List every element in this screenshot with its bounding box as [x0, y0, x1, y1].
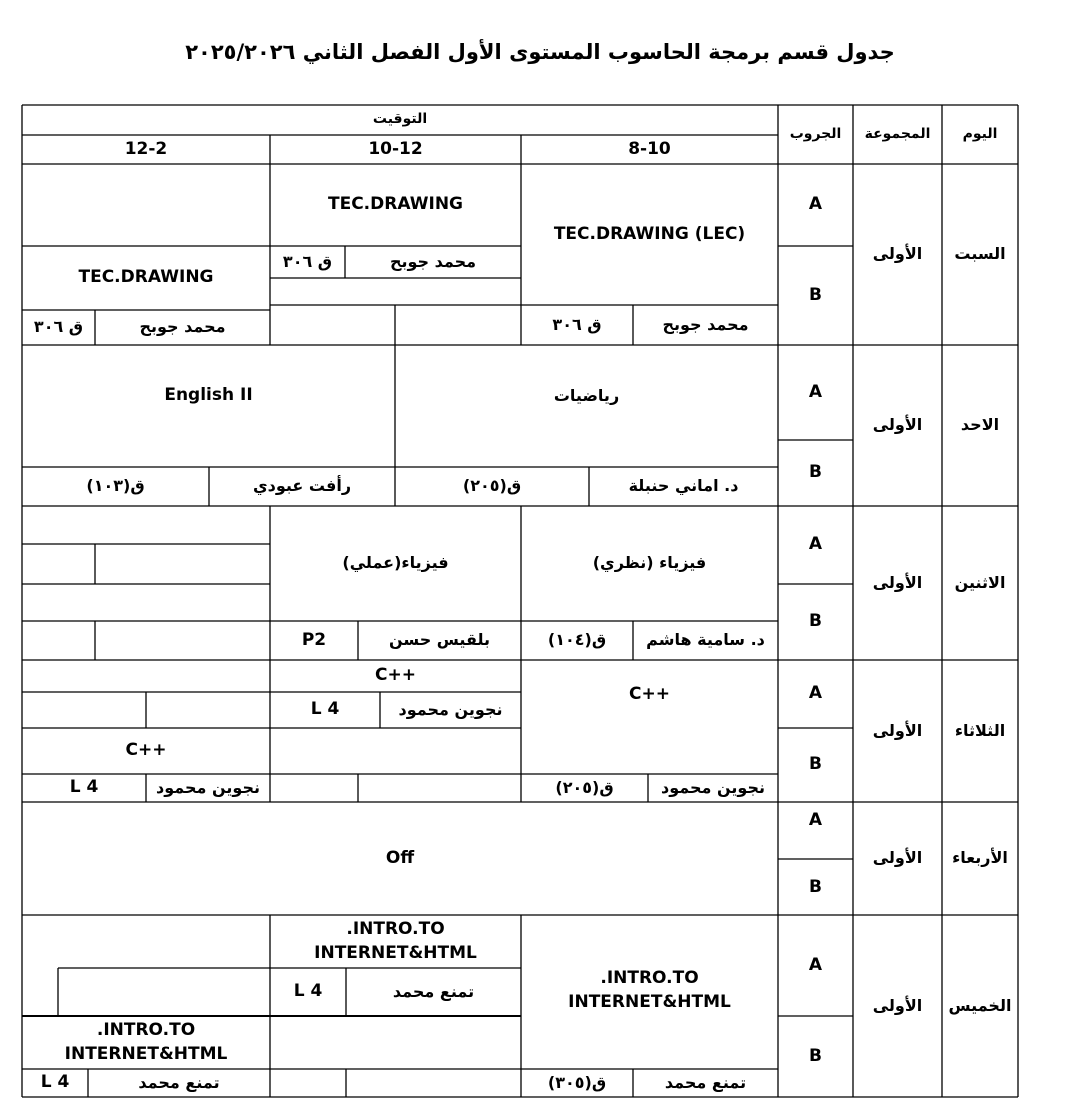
group-thursday: الأولى — [872, 995, 923, 1015]
section-a: A — [808, 534, 823, 555]
instructor-cell: محمد جوبح — [662, 314, 749, 334]
instructor-cell: د. اماني حنبلة — [628, 476, 739, 496]
course-cell: رياضيات — [553, 385, 620, 405]
day-thursday: الخميس — [948, 995, 1012, 1015]
room-cell: ق ٣٠٦ — [33, 317, 84, 337]
off-cell: Off — [385, 847, 415, 868]
section-b: B — [809, 284, 822, 305]
section-b: B — [809, 462, 822, 483]
page-title: جدول قسم برمجة الحاسوب المستوى الأول الفصل الثاني ٢٠٢٥/٢٠٢٦ — [185, 40, 895, 64]
course-cell: TEC.DRAWING — [328, 194, 463, 215]
header-slot-12-2: 12-2 — [124, 138, 168, 159]
instructor-cell: رأفت عبودي — [252, 476, 352, 496]
room-cell: ق ٣٠٦ — [282, 251, 333, 271]
section-b: B — [809, 611, 822, 632]
course-cell: C++ — [125, 740, 167, 761]
section-b: B — [809, 754, 822, 775]
instructor-cell: محمد جوبح — [139, 317, 226, 337]
course-cell: فيزياء(عملي) — [342, 553, 449, 573]
section-a: A — [808, 954, 823, 975]
group-wednesday: الأولى — [872, 848, 923, 868]
section-a: A — [808, 381, 823, 402]
room-cell: ق(١٠٤) — [547, 630, 607, 650]
room-cell: ق(٢٠٥) — [555, 777, 614, 797]
instructor-cell: نجوين محمود — [156, 777, 260, 797]
header-slot-10-12: 10-12 — [368, 138, 423, 159]
instructor-cell: تمنع محمد — [138, 1072, 220, 1092]
course-cell: C++ — [629, 684, 670, 705]
course-cell: .INTRO.TO INTERNET&HTML — [314, 918, 477, 963]
room-cell: L 4 — [69, 777, 99, 798]
section-b: B — [809, 877, 822, 898]
course-cell: TEC.DRAWING — [78, 267, 214, 288]
instructor-cell: بلقيس حسن — [389, 630, 490, 650]
group-tuesday: الأولى — [872, 720, 923, 740]
day-tuesday: الثلاثاء — [954, 720, 1006, 740]
section-a: A — [808, 810, 823, 831]
header-group: المجموعة — [864, 125, 931, 142]
course-cell: TEC.DRAWING (LEC) — [553, 223, 746, 244]
day-wednesday: الأربعاء — [952, 848, 1008, 868]
room-cell: L 4 — [293, 981, 323, 1002]
room-cell: L 4 — [310, 699, 340, 720]
room-cell: ق(٣٠٥) — [547, 1072, 607, 1092]
room-cell: L 4 — [40, 1072, 70, 1093]
group-monday: الأولى — [872, 572, 923, 592]
instructor-cell: تمنع محمد — [664, 1072, 747, 1092]
course-cell: C++ — [375, 665, 416, 686]
room-cell: ق ٣٠٦ — [552, 314, 602, 334]
course-cell: English II — [164, 385, 253, 406]
section-a: A — [808, 194, 823, 215]
instructor-cell: د. سامية هاشم — [646, 630, 765, 650]
room-cell: ق(١٠٣) — [86, 476, 145, 496]
day-saturday: السبت — [954, 244, 1006, 264]
instructor-cell: نجوين محمود — [661, 777, 765, 797]
day-sunday: الاحد — [960, 415, 1000, 435]
instructor-cell: نجوين محمود — [398, 699, 503, 719]
course-cell: فيزياء (نظري) — [592, 553, 707, 573]
course-cell: .INTRO.TO INTERNET&HTML — [64, 1019, 228, 1064]
header-slot-8-10: 8-10 — [628, 138, 671, 159]
header-day: اليوم — [962, 125, 998, 142]
instructor-cell: محمد جوبح — [389, 251, 477, 271]
section-a: A — [808, 683, 823, 704]
header-timing: التوقيت — [372, 111, 428, 128]
section-b: B — [809, 1045, 822, 1066]
header-section: الجروب — [789, 125, 842, 142]
room-cell: ق(٢٠٥) — [462, 476, 522, 496]
course-cell: .INTRO.TO INTERNET&HTML — [568, 968, 731, 1012]
day-monday: الاثنين — [954, 572, 1006, 592]
group-sunday: الأولى — [872, 415, 923, 435]
room-cell: P2 — [301, 629, 327, 650]
instructor-cell: تمنع محمد — [392, 981, 475, 1001]
group-saturday: الأولى — [872, 244, 923, 264]
